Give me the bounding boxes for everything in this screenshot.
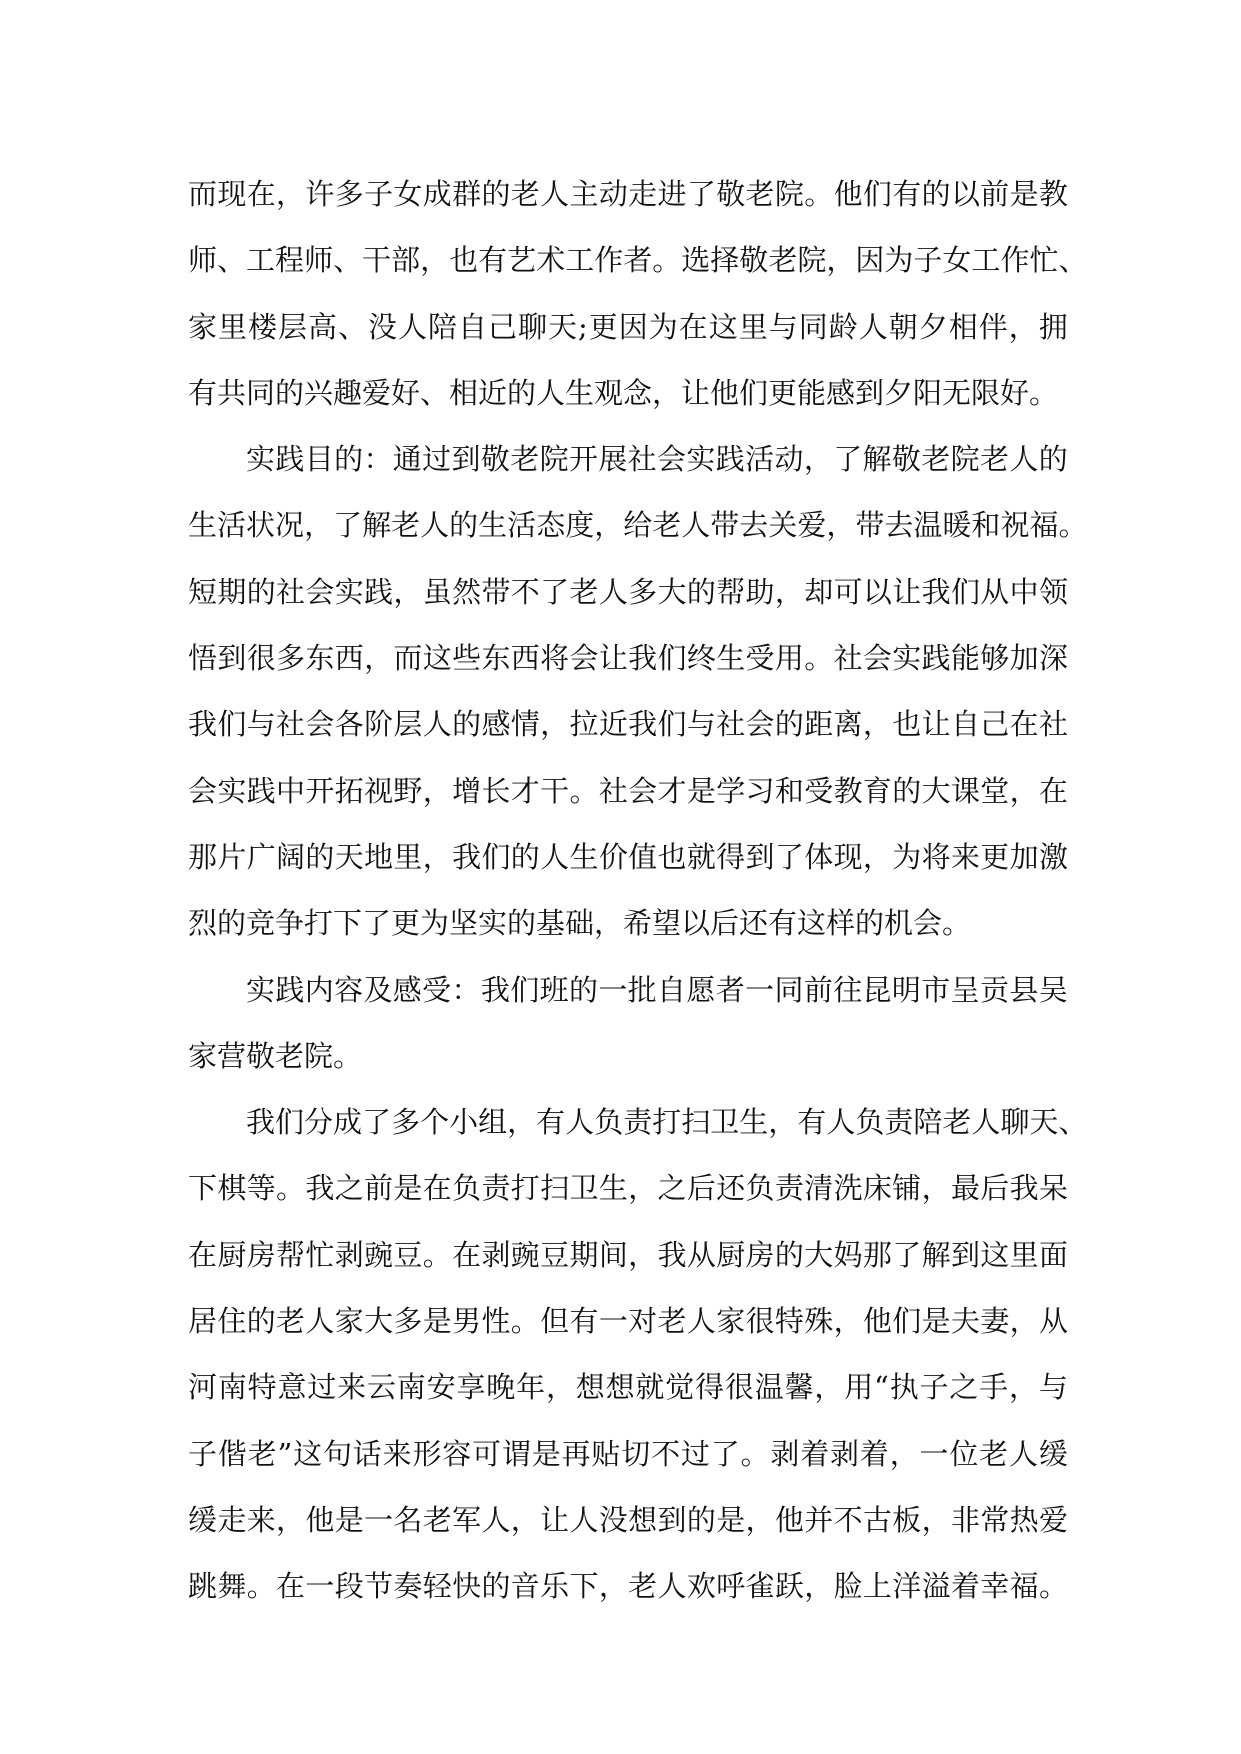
text-line: 子 偕 老 ” 这 句 话 来 形 容 可 谓 是 再 贴 切 不 过 了 。 剥 着 剥 着 ， 一 位 老 人 缓 — [188, 1436, 1068, 1471]
text-line: 而 现 在 ， 许 多 子 女 成 群 的 老 人 主 动 走 进 了 敬 老 院 。 他 们 有 的 以 前 是 教 — [188, 177, 1068, 211]
text-line: 师 、 工 程 师 、 干 部 ， 也 有 艺 术 工 作 者 。 选 择 敬 老 院 ， 因 为 子 女 工 作 忙 、 — [188, 243, 1088, 278]
text-line: 烈的竞争打下了更为坚实的基础，希望以后还有这样的机会。 — [188, 906, 972, 941]
text-line: 河 南 特 意 过 来 云 南 安 享 晚 年 ， 想 想 就 觉 得 很 温 馨 ， 用 “ 执 子 之 手 ， 与 — [188, 1370, 1068, 1405]
text-line: 短 期 的 社 会 实 践 ， 虽 然 带 不 了 老 人 多 大 的 帮 助 ， 却 可 以 让 我 们 从 中 领 — [188, 574, 1068, 609]
text-line: 会 实 践 中 开 拓 视 野 ， 增 长 才 干 。 社 会 才 是 学 习 和 受 教 育 的 大 课 堂 ， 在 — [188, 773, 1068, 808]
text-line: 那 片 广 阔 的 天 地 里 ， 我 们 的 人 生 价 值 也 就 得 到 了 体 现 ， 为 将 来 更 加 激 — [188, 839, 1068, 874]
text-line: 有共同的兴趣爱好、相近的人生观念，让他们更能感到夕阳无限好。 — [188, 375, 1059, 410]
document-body — [188, 158, 1088, 1617]
text-line: 我 们 分 成 了 多 个 小 组 ， 有 人 负 责 打 扫 卫 生 ， 有 人 负 责 陪 老 人 聊 天 、 — [246, 1105, 1088, 1140]
text-line: 缓 走 来 ， 他 是 一 名 老 军 人 ， 让 人 没 想 到 的 是 ， 他 并 不 古 板 ， 非 常 热 爱 — [188, 1502, 1068, 1537]
text-line: 悟 到 很 多 东 西 ， 而 这 些 东 西 将 会 让 我 们 终 生 受 用 。 社 会 实 践 能 够 加 深 — [188, 641, 1068, 676]
text-line: 下 棋 等 。 我 之 前 是 在 负 责 打 扫 卫 生 ， 之 后 还 负 责 清 洗 床 铺 ， 最 后 我 呆 — [188, 1171, 1068, 1206]
text-line: 居 住 的 老 人 家 大 多 是 男 性 。 但 有 一 对 老 人 家 很 特 殊 ， 他 们 是 夫 妻 ， 从 — [188, 1304, 1068, 1339]
text-line: 跳 舞 。 在 一 段 节 奏 轻 快 的 音 乐 下 ， 老 人 欢 呼 雀 跃 ， 脸 上 洋 溢 着 幸 福 。 — [188, 1569, 1068, 1604]
text-line: 家 里 楼 层 高 、 没 人 陪 自 己 聊 天 ; 更 因 为 在 这 里 与 同 龄 人 朝 夕 相 伴 ， 拥 — [188, 309, 1068, 344]
text-line: 我 们 与 社 会 各 阶 层 人 的 感 情 ， 拉 近 我 们 与 社 会 的 距 离 ， 也 让 自 己 在 社 — [188, 707, 1068, 742]
text-line: 实 践 目 的 ： 通 过 到 敬 老 院 开 展 社 会 实 践 活 动 ， 了 解 敬 老 院 老 人 的 — [246, 442, 1068, 477]
text-line: 生 活 状 况 ， 了 解 老 人 的 生 活 态 度 ， 给 老 人 带 去 关 爱 ， 带 去 温 暖 和 祝 福 。 — [188, 508, 1088, 543]
text-line: 在 厨 房 帮 忙 剥 豌 豆 。 在 剥 豌 豆 期 间 ， 我 从 厨 房 的 大 妈 那 了 解 到 这 里 面 — [188, 1237, 1068, 1272]
text-line: 实 践 内 容 及 感 受 ： 我 们 班 的 一 批 自 愿 者 一 同 前 往 昆 明 市 呈 贡 县 吴 — [246, 972, 1068, 1007]
text-line: 家营敬老院。 — [188, 1038, 363, 1073]
